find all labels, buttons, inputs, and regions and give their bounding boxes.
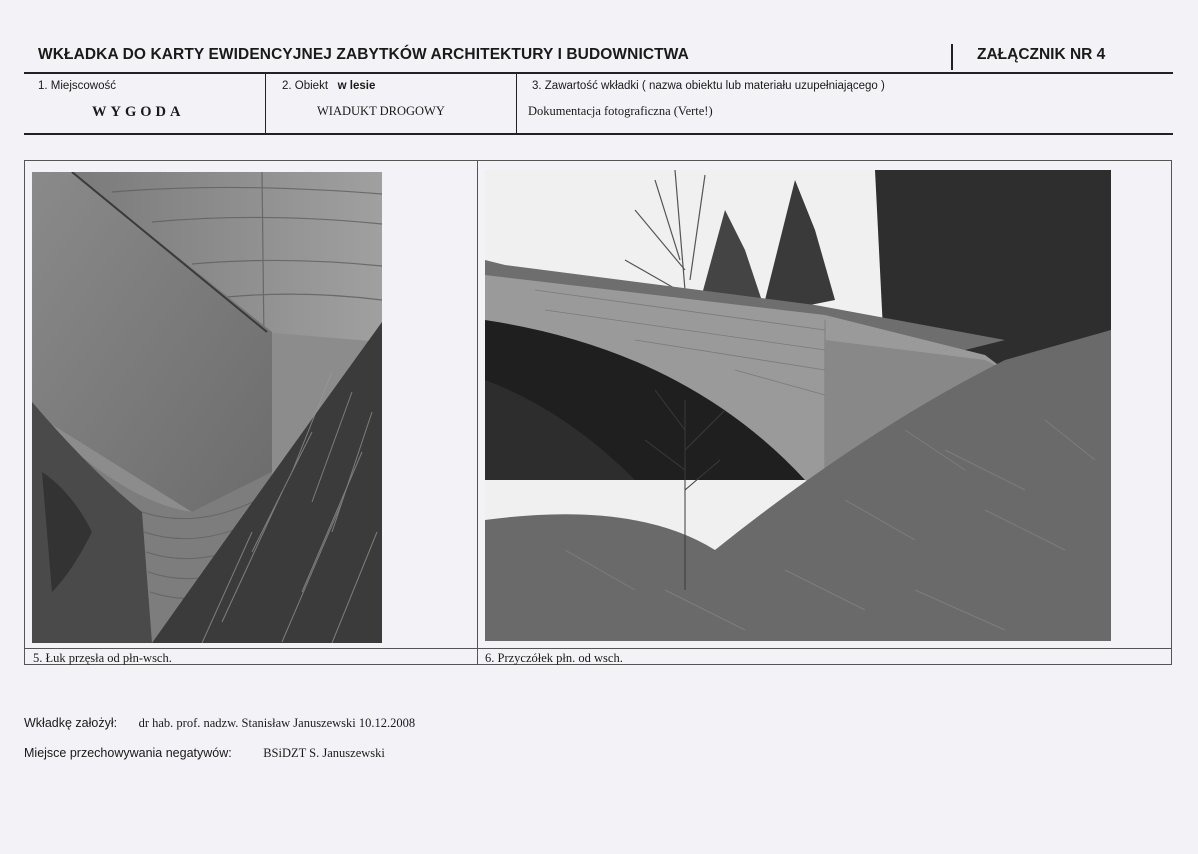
locality-value: WYGODA [92, 104, 185, 120]
contents-value: Dokumentacja fotograficzna (Verte!) [528, 104, 713, 118]
caption-rule [24, 648, 1172, 649]
storage-label: Miejsce przechowywania negatywów: [24, 746, 232, 760]
photo-caption-1: 5. Łuk przęsła od płn-wsch. [33, 651, 172, 665]
field-divider-1 [265, 74, 266, 134]
storage-row [24, 746, 385, 761]
author-row [24, 716, 415, 731]
photo-panel-divider [477, 160, 478, 665]
storage-value: BSiDZT S. Januszewski [263, 746, 385, 760]
photo-caption-2: 6. Przyczółek płn. od wsch. [485, 651, 623, 665]
fields-rule [24, 133, 1173, 135]
attachment-number: ZAŁĄCZNIK NR 4 [977, 46, 1106, 63]
author-label: Wkładkę założył: [24, 716, 118, 730]
contents-label: 3. Zawartość wkładki ( nazwa obiektu lub materiału uzupełniającego ) [532, 80, 885, 92]
object-label-text: 2. Obiekt [282, 80, 329, 92]
header-rule [24, 72, 1173, 74]
object-label [282, 80, 375, 92]
header-divider [951, 44, 953, 70]
object-value: WIADUKT DROGOWY [317, 104, 445, 118]
locality-label: 1. Miejscowość [38, 80, 116, 92]
field-divider-2 [516, 74, 517, 134]
photo-abutment [485, 170, 1111, 641]
author-value: dr hab. prof. nadzw. Stanisław Januszewski 10.12.2008 [138, 716, 416, 730]
card-title: WKŁADKA DO KARTY EWIDENCYJNEJ ZABYTKÓW ARCHITEKTURY I BUDOWNICTWA [38, 46, 689, 63]
object-location: w lesie [337, 80, 376, 92]
arch-detail-image [32, 172, 382, 643]
abutment-image [485, 170, 1111, 641]
photo-arch-detail [32, 172, 382, 643]
